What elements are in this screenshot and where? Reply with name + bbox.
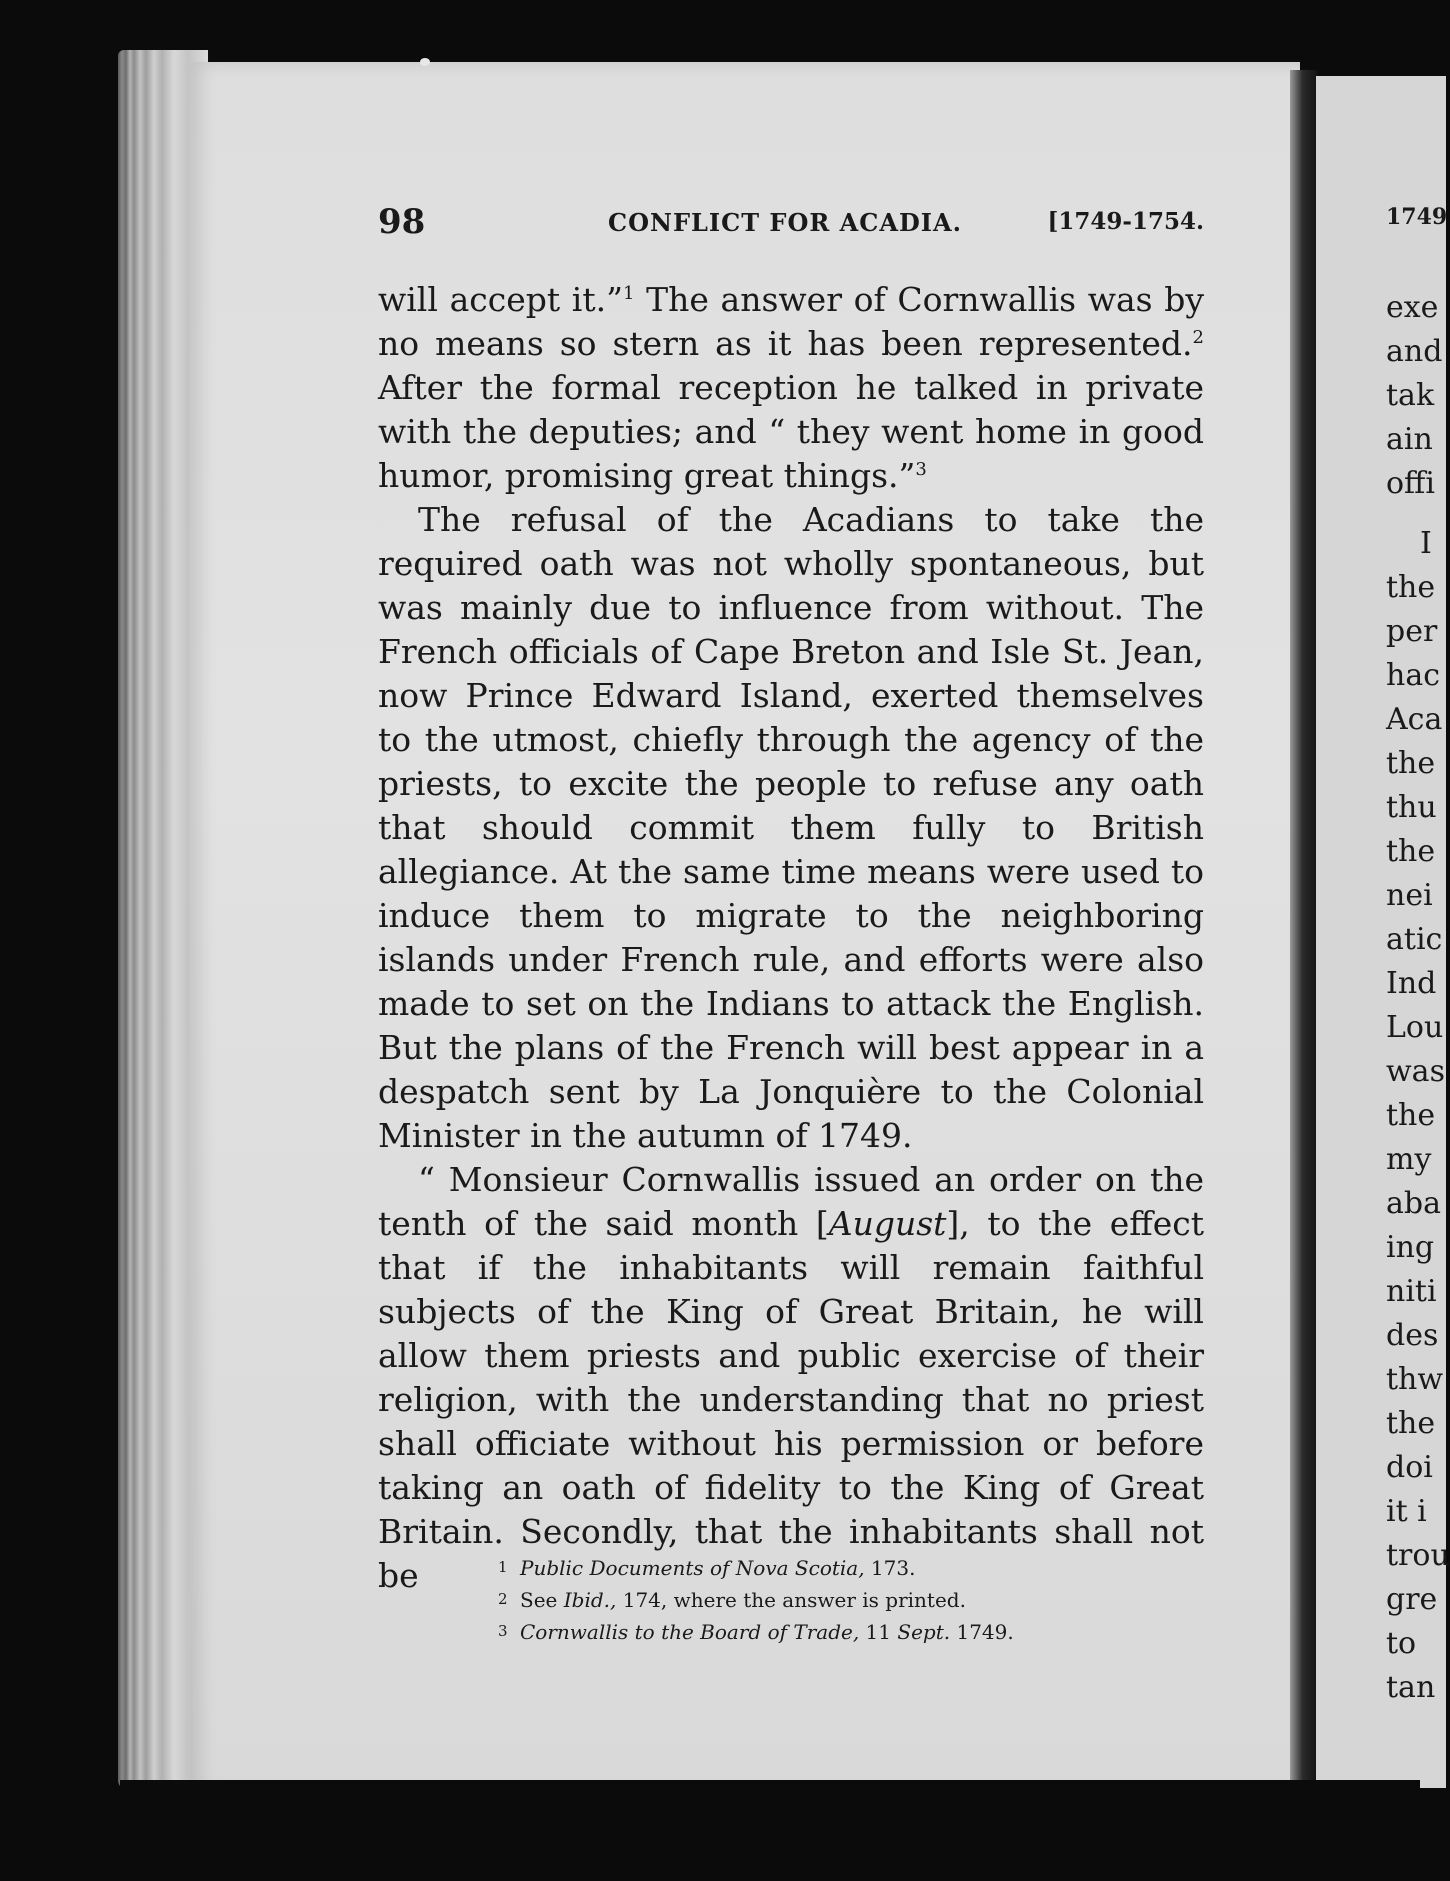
footnote-3-source: Cornwallis to the Board of Trade, — [520, 1620, 860, 1644]
footnote-3 — [498, 1616, 1138, 1648]
footnote-ref-3: 3 — [915, 459, 927, 480]
right-page-line: nei — [1386, 878, 1433, 913]
right-page-line: it i — [1386, 1494, 1427, 1529]
book-gutter — [1290, 70, 1318, 1800]
paragraph-3 — [378, 1158, 1204, 1598]
right-page-line: Lou — [1386, 1010, 1444, 1045]
right-page-line: tak — [1386, 378, 1435, 413]
footnote-2 — [498, 1584, 1138, 1616]
right-page-line: doi — [1386, 1450, 1433, 1485]
paragraph-1 — [378, 278, 1204, 498]
footnote-1-number: 1 — [498, 1558, 508, 1576]
right-page-line: hac — [1386, 658, 1441, 693]
footnote-ref-1: 1 — [622, 283, 635, 304]
right-page-line: gre — [1386, 1582, 1438, 1617]
right-page-line: was — [1386, 1054, 1445, 1089]
right-page-line: offi — [1386, 466, 1435, 501]
footnote-3-year: 1749. — [950, 1620, 1014, 1644]
right-page-line: tan — [1386, 1670, 1436, 1705]
paragraph-3-text-a: “ Monsieur Cornwallis issued an order on the tenth of the said month [ — [378, 1160, 1204, 1243]
right-page-line: Ind — [1386, 966, 1437, 1001]
paragraph-1-text-b: The answer of Cornwallis was by no means so stern as it has been represented. — [378, 280, 1205, 363]
footnote-1-rest: 173. — [864, 1556, 916, 1580]
right-page-line: the — [1386, 1098, 1436, 1133]
right-page-line: des — [1386, 1318, 1439, 1353]
right-page-line: the — [1386, 834, 1436, 869]
footnote-1-source: Public Documents of Nova Scotia, — [520, 1556, 865, 1580]
right-page-line: thw — [1386, 1362, 1444, 1397]
right-page-header: 1749 — [1386, 204, 1448, 230]
footnote-2-pre: See — [520, 1588, 564, 1612]
right-page-line: the — [1386, 746, 1436, 781]
right-page-line: atic — [1386, 922, 1443, 957]
right-page-line: ain — [1386, 422, 1433, 457]
paragraph-2: The refusal of the Acadians to take the required oath was not wholly spontaneous, but was mainly due to influence from without. The French officials of Cape Breton and Isle St. Jean, now Prince Edward Island, exerted themselves to the utmost, chiefly through the agency of the priests, to excite the people to refuse any oath that should commit them fully to British allegiance. At the same time means were used to induce them to migrate to the neighboring islands under French rule, and efforts were also made to set on the Indians to attack the English. But the plans of the French will best appear in a despatch sent by La Jonquière to the Colonial Minister in the autumn of 1749. — [378, 500, 1204, 1155]
footnote-2-rest: 174, where the answer is printed. — [616, 1588, 966, 1612]
right-page-line: aba — [1386, 1186, 1441, 1221]
page-number: 98 — [378, 202, 426, 242]
right-page-line: to — [1386, 1626, 1417, 1661]
right-page-line: ing — [1386, 1230, 1435, 1265]
paragraph-3-italic: August — [828, 1204, 947, 1243]
paragraph-3-text-b: ], to the effect that if the inhabitants will remain faithful subjects of the King of Great Britain, he will allow them priests and public exercise of their religion, with the understanding that no priest shall officiate without his permission or before taking an oath of fidelity to the King of Great Britain. Secondly, that the inhabitants shall not be — [378, 1204, 1204, 1595]
bottom-shadow — [120, 1780, 1420, 1820]
right-page-line: niti — [1386, 1274, 1437, 1309]
date-range: [1749-1754. — [1047, 208, 1204, 235]
footnote-2-number: 2 — [498, 1590, 508, 1608]
right-page-line: thu — [1386, 790, 1437, 825]
running-header — [378, 202, 1204, 246]
footnote-ref-2: 2 — [1192, 327, 1204, 348]
right-page-line: exe — [1386, 290, 1439, 325]
paragraph-1-text-c: After the formal reception he talked in private with the deputies; and “ they went home in good humor, promising great things.” — [378, 368, 1204, 495]
footnote-3-month: Sept. — [897, 1620, 951, 1644]
running-title: CONFLICT FOR ACADIA. — [608, 208, 963, 237]
footnote-1 — [498, 1552, 1138, 1584]
right-page-line: trou — [1386, 1538, 1450, 1573]
footnote-3-number: 3 — [498, 1622, 508, 1640]
right-page-line: and — [1386, 334, 1443, 369]
footnote-3-rest: 11 — [859, 1620, 898, 1644]
footnote-2-source: Ibid., — [563, 1588, 617, 1612]
right-page-line: I — [1420, 526, 1432, 561]
right-page-line: per — [1386, 614, 1438, 649]
right-page-line: my — [1386, 1142, 1432, 1177]
paper-speck — [420, 58, 430, 66]
right-page-line: the — [1386, 570, 1436, 605]
body-text — [378, 278, 1204, 1598]
right-page-line: Aca — [1386, 702, 1443, 737]
paragraph-1-text-a: will accept it.” — [378, 280, 623, 319]
footnotes — [498, 1552, 1138, 1648]
right-page-line: the — [1386, 1406, 1436, 1441]
